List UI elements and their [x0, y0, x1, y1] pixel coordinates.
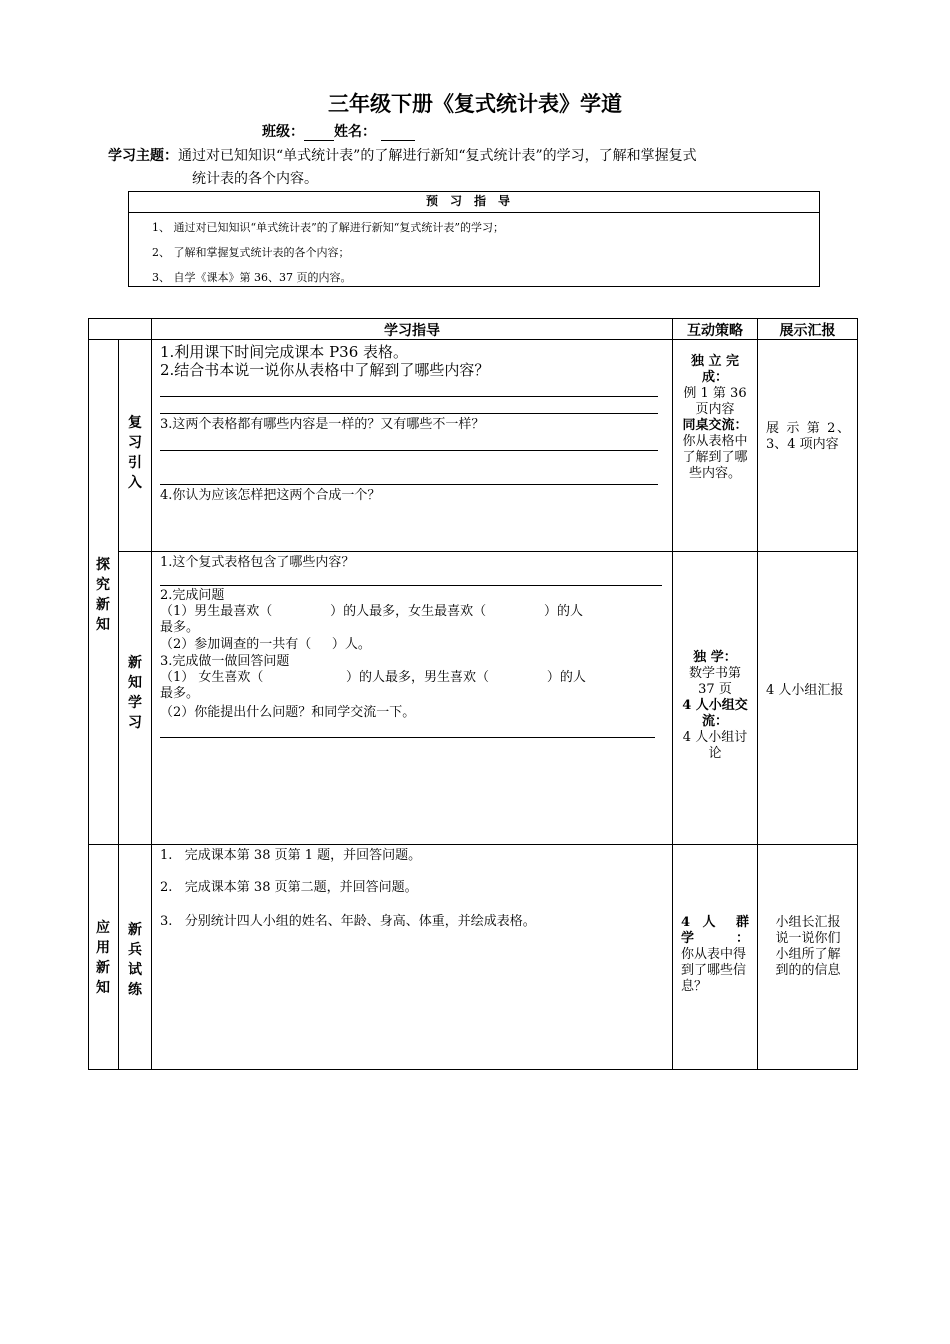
strategy-title: 同桌交流：: [682, 418, 748, 433]
strategy-text: 你从表格中了解到了哪些内容。: [682, 434, 748, 481]
strategy-title: 4 人 群 学：: [681, 915, 749, 946]
table-border: [88, 318, 858, 319]
new-report: 4 人小组汇报: [766, 683, 844, 698]
row-label-review: 复习引入: [128, 415, 142, 491]
section-label-apply: 应用新知: [96, 920, 110, 996]
review-item-4: 4.你认为应该怎样把这两个合成一个？: [160, 488, 381, 503]
strategy-text: 例 1 第 36 页内容: [683, 386, 747, 417]
table-border: [88, 844, 858, 845]
answer-line[interactable]: [160, 737, 655, 738]
preview-guide-box: [128, 191, 820, 287]
answer-line[interactable]: [160, 450, 658, 451]
new-item: （2）参加调查的一共有（ ）人。: [160, 637, 371, 652]
class-field[interactable]: [304, 124, 334, 141]
new-item: 最多。: [160, 620, 200, 635]
new-item: 3.完成做一做回答问题: [160, 654, 290, 669]
section-label-explore: 探究新知: [96, 557, 110, 633]
new-item: 1.这个复式表格包含了哪些内容？: [160, 555, 355, 570]
preview-item: 3、 自学《课本》第 36、37 页的内容。: [152, 271, 352, 284]
practice-item: 3. 分别统计四人小组的姓名、年龄、身高、体重，并绘成表格。: [160, 914, 536, 929]
table-border: [857, 318, 858, 1070]
strategy-text: 4 人小组讨论: [682, 730, 748, 761]
review-item-3: 3.这两个表格都有哪些内容是一样的？又有哪些不一样？: [160, 417, 485, 432]
practice-strategy: [681, 915, 749, 995]
table-border: [151, 318, 152, 1070]
table-border: [672, 318, 673, 1070]
answer-line[interactable]: [160, 484, 658, 485]
strategy-text: 数学书第 37 页: [688, 666, 741, 697]
strategy-title: 独 立 完 成：: [690, 354, 740, 385]
review-strategy: [680, 354, 750, 482]
table-border: [88, 318, 89, 1070]
new-item: （1）男生最喜欢（ ）的人最多，女生最喜欢（ ）的人: [160, 604, 583, 619]
learning-theme: [108, 145, 848, 191]
practice-item: 1. 完成课本第 38 页第 1 题，并回答问题。: [160, 848, 422, 863]
row-label-new: 新知学习: [128, 655, 142, 731]
header-strategy: 互动策略: [687, 323, 743, 339]
theme-label: 学习主题：: [108, 148, 178, 164]
preview-item: 1、 通过对已知知识“单式统计表”的了解进行新知“复式统计表”的学习；: [152, 221, 504, 234]
table-border: [118, 551, 858, 552]
review-report: 展 示 第 2、3、4 项内容: [766, 421, 850, 452]
review-item-2: 2.结合书本说一说你从表格中了解到了哪些内容？: [160, 361, 490, 379]
theme-line-2: 统计表的各个内容。: [192, 171, 318, 187]
table-border: [118, 339, 119, 1070]
theme-line-1: 通过对已知知识“单式统计表”的了解进行新知“复式统计表”的学习，了解和掌握复式: [178, 148, 697, 164]
name-label: 姓名：: [334, 124, 376, 140]
strategy-title: 独 学：: [693, 650, 737, 665]
new-item: 2.完成问题: [160, 588, 225, 603]
strategy-title: 4 人小组交流：: [682, 698, 748, 729]
header-guide: 学习指导: [384, 323, 440, 339]
new-item: （1） 女生喜欢（ ）的人最多，男生喜欢（ ）的人: [160, 670, 586, 685]
answer-line[interactable]: [160, 585, 662, 586]
class-name-line: [262, 121, 415, 141]
preview-item: 2、 了解和掌握复式统计表的各个内容；: [152, 246, 350, 259]
table-border: [757, 318, 758, 1070]
answer-line[interactable]: [160, 396, 658, 397]
answer-line[interactable]: [160, 413, 658, 414]
name-field[interactable]: [381, 124, 415, 141]
row-label-practice: 新兵试练: [128, 922, 142, 998]
class-label: 班级：: [262, 124, 304, 140]
new-item: 最多。: [160, 686, 200, 701]
practice-item: 2. 完成课本第 38 页第二题，并回答问题。: [160, 880, 418, 895]
page-title: 三年级下册《复式统计表》学道: [328, 91, 622, 116]
preview-heading: 预习指导: [129, 192, 819, 213]
strategy-text: 你从表中得到了哪些信息？: [681, 947, 747, 994]
header-report: 展示汇报: [779, 323, 836, 339]
practice-report: 小组长汇报说一说你们小组所了解到的的信息: [775, 915, 841, 978]
review-item-1: 1.利用课下时间完成课本 P36 表格。: [160, 343, 409, 361]
new-strategy: [680, 650, 750, 762]
table-border: [88, 1069, 858, 1070]
new-item: （2）你能提出什么问题？和同学交流一下。: [160, 705, 416, 720]
